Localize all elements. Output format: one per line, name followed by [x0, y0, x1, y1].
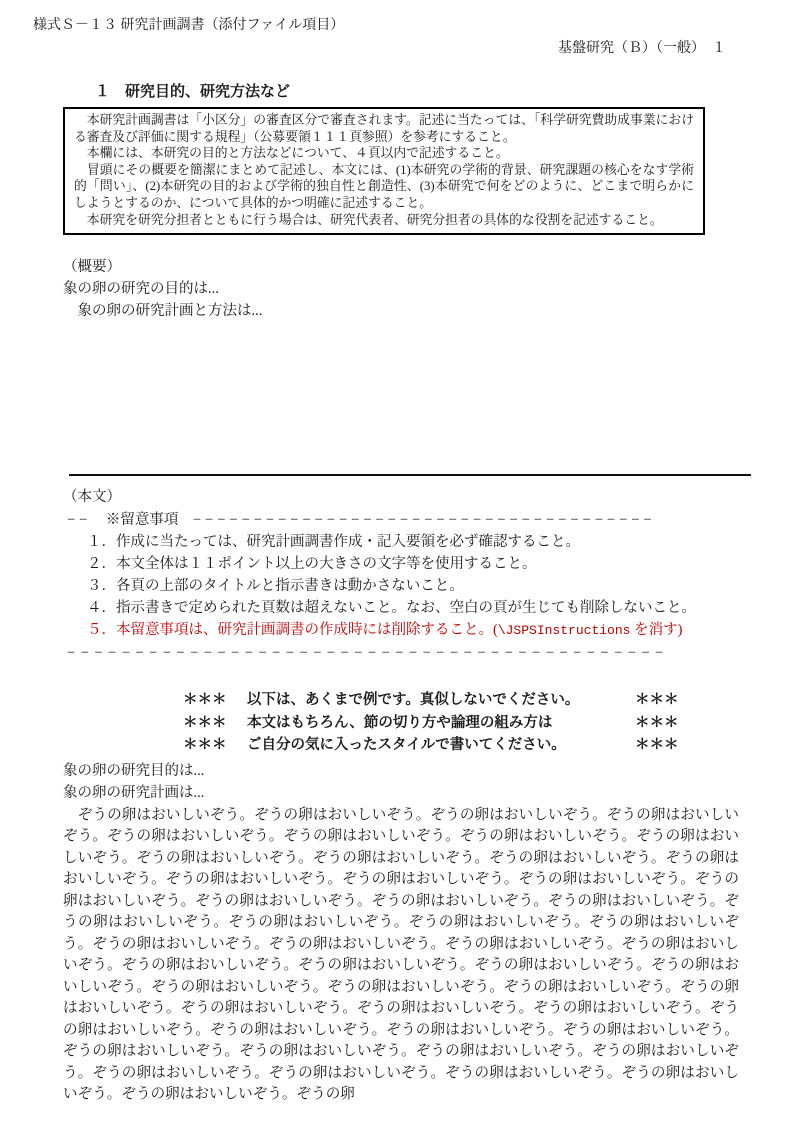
notes-header-label: ※留意事項 — [105, 512, 179, 529]
stars-right: ＊＊＊ — [635, 692, 679, 709]
instruction-paragraph: 本欄には、本研究の目的と方法などについて、４頁以内で記述すること。 — [74, 146, 509, 161]
section-divider-rule — [69, 474, 751, 476]
category-page-header: 基盤研究（Ｂ）（一般） １ — [558, 39, 726, 55]
note-item: １．作成に当たっては、研究計画調書作成・記入要領を必ず確認すること。 — [87, 534, 580, 551]
note-item: ３．各頁の上部のタイトルと指示書きは動かさないこと。 — [87, 578, 464, 595]
example-notice-row — [183, 712, 758, 735]
stars-right: ＊＊＊ — [635, 714, 679, 731]
form-number-header: 様式Ｓ－１３ 研究計画調書（添付ファイル項目） — [33, 18, 345, 33]
notes-header-dashes: −−−−−−−−−−−−−−−−−−−−−−−−−−−−−−−−−−−−−− — [192, 512, 656, 529]
stars-left: ＊＊＊ — [183, 714, 227, 731]
example-notice-block — [183, 689, 758, 757]
overview-section — [63, 256, 758, 322]
note-item: ２．本文全体は１１ポイント以上の大きさの文字等を使用すること。 — [87, 556, 537, 573]
body-label: （本文） — [63, 489, 121, 506]
note-item-5-suffix: を消す) — [630, 622, 683, 639]
note-item-delete-warning — [87, 619, 758, 642]
notes-section — [67, 509, 758, 664]
stars-left: ＊＊＊ — [183, 692, 227, 709]
example-notice-text: 以下は、あくまで例です。真似しないでください。 — [247, 692, 580, 709]
overview-label: （概要） — [63, 259, 121, 276]
body-text-paragraph: ぞうの卵はおいしいぞう。ぞうの卵はおいしいぞう。ぞうの卵はおいしいぞう。ぞうの卵はおいしいぞう。ぞうの卵はおいしいぞう。ぞうの卵はおいしいぞう。ぞうの卵はおいしいぞう。ぞうの卵はおいしいぞう。ぞうの卵はおいしいぞう。ぞうの卵はおいしいぞう。ぞうの卵はおいしいぞう。ぞうの卵はおいしいぞう。ぞうの卵はおいしいぞう。ぞうの卵はおいしいぞう。ぞうの卵はおいしいぞう。ぞうの卵はおいしいぞう。ぞうの卵はおいしいぞう。ぞうの卵はおいしいぞう。ぞうの卵はおいしいぞう。ぞうの卵はおいしいぞう。ぞうの卵はおいしいぞう。ぞうの卵はおいしいぞう。ぞうの卵はおいしいぞう。ぞうの卵はおいしいぞう。ぞうの卵はおいしいぞう。ぞうの卵はおいしいぞう。ぞうの卵はおいしいぞう。ぞうの卵はおいしいぞう。ぞうの卵はおいしいぞう。ぞうの卵はおいしいぞう。ぞうの卵はおいしいぞう。ぞうの卵はおいしいぞう。ぞうの卵はおいしいぞう。ぞうの卵はおいしいぞう。ぞうの卵はおいしいぞう。ぞうの卵はおいしいぞう。ぞうの卵はおいしいぞう。ぞうの卵はおいしいぞう。ぞうの卵はおいしいぞう。ぞうの卵はおいしいぞう。ぞうの卵はおいしいぞう。ぞうの卵はおいしいぞう。ぞうの卵はおいしいぞう。ぞうの卵はおいしいぞう。ぞうの卵はおいしいぞう。ぞうの卵はおいしいぞう。ぞうの卵はおいしいぞう。ぞうの卵はおいしいぞう。ぞうの卵はおいしいぞう。ぞうの卵はおいしいぞう。ぞうの卵はおいしいぞう。ぞうの卵 — [63, 806, 739, 1103]
instruction-paragraph: 冒頭にその概要を簡潔にまとめて記述し、本文には、(1)本研究の学術的背景、研究課題の核心をなす学術的「問い」、(2)本研究の目的および学術的独自性と創造性、(3)本研究で何をどのように、どこまで明らかにしようとするのか、について具体的かつ明確に記述すること。 — [74, 162, 694, 210]
note-item-5-text: ５．本留意事項は、研究計画調書の作成時には削除すること。( — [87, 622, 498, 639]
instruction-paragraph: 本研究を研究分担者とともに行う場合は、研究代表者、研究分担者の具体的な役割を記述すること。 — [74, 212, 663, 227]
instruction-paragraph: 本研究計画調書は「小区分」の審査区分で審査されます。記述に当たっては、「科学研究費助成事業における審査及び評価に関する規程」（公募要領１１１頁参照）を参考にすること。 — [74, 113, 694, 144]
example-notice-row — [183, 734, 758, 757]
notes-header-dash-prefix: −− — [67, 512, 92, 529]
body-intro — [63, 760, 758, 804]
body-intro-line: 象の卵の研究計画は... — [63, 784, 205, 801]
example-notice-row — [183, 689, 758, 712]
example-notice-text: ご自分の気に入ったスタイルで書いてください。 — [247, 737, 566, 754]
body-intro-line: 象の卵の研究目的は... — [63, 762, 205, 779]
stars-left: ＊＊＊ — [183, 737, 227, 754]
instruction-box — [63, 107, 705, 235]
latex-command-text: \JSPSInstructions — [497, 623, 631, 639]
note-item: ４．指示書きで定められた頁数は超えないこと。なお、空白の頁が生じても削除しないこと。 — [87, 600, 696, 617]
example-notice-text: 本文はもちろん、節の切り方や論理の組み方は — [247, 714, 553, 731]
stars-right: ＊＊＊ — [635, 737, 679, 754]
notes-footer-dashes: −−−−−−−−−−−−−−−−−−−−−−−−−−−−−−−−−−−−−−−−−−−− — [67, 645, 669, 662]
overview-line: 象の卵の研究計画と方法は... — [63, 303, 263, 320]
notes-header — [67, 509, 758, 531]
section-title: １ 研究目的、研究方法など — [95, 83, 291, 100]
overview-line: 象の卵の研究の目的は... — [63, 281, 219, 298]
